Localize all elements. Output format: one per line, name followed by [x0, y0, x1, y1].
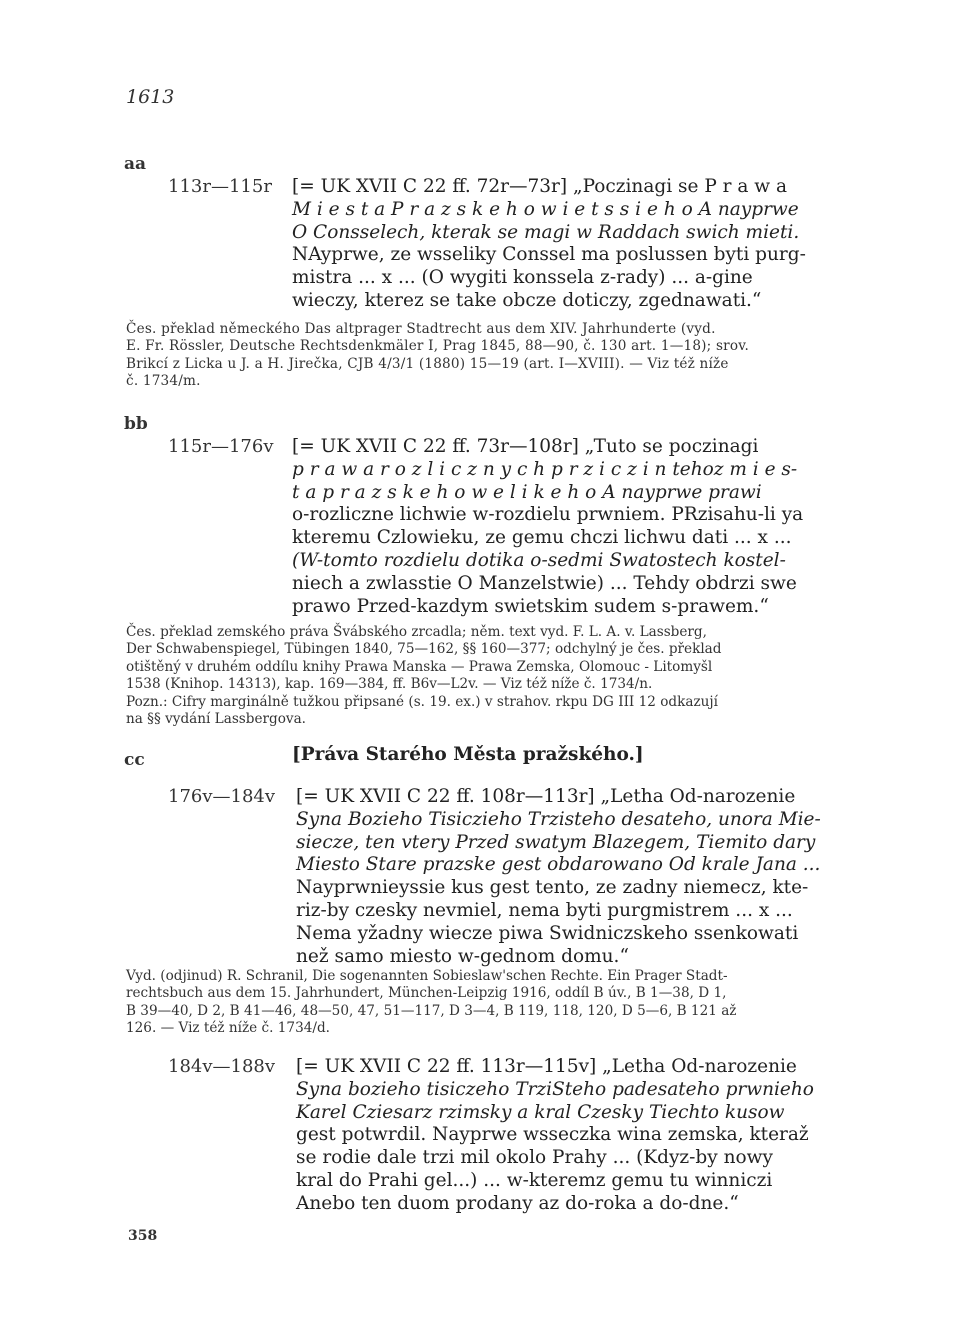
text-line: O Consselech, kterak se magi w Raddach swich mieti.: [292, 221, 800, 243]
folio-range: 113r—115r: [168, 176, 272, 197]
text-line: (W-tomto rozdielu dotika o-sedmi Swatostech kostel-: [292, 549, 786, 571]
folio-range: 176v—184v: [168, 786, 276, 807]
entry-text: [296, 786, 836, 968]
text-line: M i e s t a P r a z s k e h o w i e t s s i e h o A nayprwe: [292, 198, 799, 220]
text-line: [= UK XVII C 22 ff. 73r—108r] „Tuto se poczinagi: [292, 436, 759, 457]
entry-text: [296, 1056, 836, 1216]
text-line: kteremu Czlowieku, ze gemu chczi lichwu dati ... x ...: [292, 527, 792, 549]
folio-range: 115r—176v: [168, 436, 274, 457]
text-line: gest potwrdil. Nayprwe wsseczka wina zemska, kteraž: [296, 1124, 809, 1146]
text-line: wieczy, kterez se take obcze doticzy, zgednawati.“: [292, 289, 762, 311]
section-heading: [Práva Starého Města pražského.]: [292, 744, 644, 765]
entry-text: [292, 436, 836, 618]
note-line: B 39—40, D 2, B 41—46, 48—50, 47, 51—117, D 3—4, B 119, 118, 120, D 5—6, B 121 až: [126, 1002, 737, 1019]
entry-note: [126, 321, 836, 391]
folio-range: 184v—188v: [168, 1056, 276, 1077]
text-line: Nema yžadny wiecze piwa Swidniczskeho ssenkowati: [296, 922, 799, 944]
text-line: Miesto Stare prazske gest obdarowano Od krale Jana ...: [296, 854, 821, 876]
text-line: niech a zwlasstie O Manzelstwie) ... Tehdy obdrzi swe: [292, 572, 797, 594]
text-line: mistra ... x ... (O wygiti konssela z-rady) ... a-gine: [292, 267, 753, 289]
note-line: otištěný v druhém oddílu knihy Prawa Manska — Prawa Zemska, Olomouc - Litomyšl: [126, 658, 713, 675]
footer-page-number: 358: [128, 1228, 158, 1244]
note-line: Čes. překlad německého Das altprager Stadtrecht aus dem XIV. Jahrhunderte (vyd.: [126, 321, 716, 337]
page-number: 1613: [126, 86, 175, 108]
entry-text: [292, 176, 836, 313]
note-line: 126. — Viz též níže č. 1734/d.: [126, 1020, 330, 1037]
text-line: NAyprwe, ze wsseliky Conssel ma poslussen byti purg-: [292, 244, 806, 266]
text-line: kral do Prahi gel...) ... w-kteremz gemu tu winniczi: [296, 1169, 773, 1191]
note-line: E. Fr. Rössler, Deutsche Rechtsdenkmäler I, Prag 1845, 88—90, č. 130 art. 1—18); srov.: [126, 338, 750, 355]
section-label-cc: cc: [124, 750, 145, 770]
note-line: Čes. překlad zemského práva Švábského zrcadla; něm. text vyd. F. L. A. v. Lassberg,: [126, 624, 707, 640]
text-line: se rodie dale trzi mil okolo Prahy ... (Kdyz-by nowy: [296, 1147, 773, 1169]
note-line: Pozn.: Cifry marginálně tužkou připsané (s. 19. ex.) v strahov. rkpu DG III 12 odkazují: [126, 693, 718, 710]
note-line: Brikcí z Licka u J. a H. Jirečka, CJB 4/3/1 (1880) 15—19 (art. I—XVIII). — Viz též níže: [126, 355, 729, 372]
section-label-bb: bb: [124, 414, 148, 434]
text-line: [= UK XVII C 22 ff. 72r—73r] „Poczinagi se P r a w a: [292, 176, 788, 197]
text-line: Anebo ten duom prodany az do-roka a do-dne.“: [296, 1192, 739, 1214]
text-line: Syna Bozieho Tisicziehо Trzisteho desateho, unora Mie-: [296, 808, 821, 830]
text-line: prawo Przed-kazdym swietskim sudem s-prawem.“: [292, 595, 769, 617]
text-line: t a p r a z s k e h o w e l i k e h o A nayprwe prawi: [292, 481, 762, 503]
text-line: Nayprwnieyssie kus gest tento, ze zadny niemecz, kte-: [296, 877, 809, 899]
text-line: Karel Cziesarz rzimsky a kral Czesky Tiechto kusow: [296, 1101, 785, 1123]
text-line: p r a w a r o z l i c z n y c h p r z i c z i n tehoz m i e s-: [292, 458, 798, 480]
note-line: 1538 (Knihop. 14313), kap. 169—384, ff. B6v—L2v. — Viz též níže č. 1734/n.: [126, 676, 653, 693]
note-line: rechtsbuch aus dem 15. Jahrhundert, München-Leipzig 1916, oddíl B úv., B 1—38, D 1,: [126, 985, 727, 1002]
note-line: na §§ vydání Lassbergova.: [126, 711, 307, 728]
text-line: Syna bozieho tisiczeho TrziSteho padesateho prwnieho: [296, 1078, 814, 1100]
text-line: než samo miesto w-gednom domu.“: [296, 945, 629, 967]
text-line: [= UK XVII C 22 ff. 108r—113r] „Letha Od-narozenie: [296, 786, 796, 807]
note-line: č. 1734/m.: [126, 373, 201, 390]
text-line: riz-by czesky nevmiel, nema byti purgmistrem ... x ...: [296, 899, 793, 921]
section-label-aa: aa: [124, 154, 147, 174]
note-line: Vyd. (odjinud) R. Schranil, Die sogenannten Sobieslaw'schen Rechte. Ein Prager Stadt-: [126, 968, 728, 984]
text-line: siecze, ten vtery Przed swatym Blazegem, Tiemito dary: [296, 831, 816, 853]
note-line: Der Schwabenspiegel, Tübingen 1840, 75—162, §§ 160—377; odchylný je čes. překlad: [126, 641, 722, 658]
text-line: o-rozliczne lichwie w-rozdielu prwniem. PRzisahu-li ya: [292, 504, 804, 526]
text-line: [= UK XVII C 22 ff. 113r—115v] „Letha Od-narozenie: [296, 1056, 797, 1077]
entry-note: [126, 624, 836, 728]
entry-note: [126, 968, 836, 1038]
